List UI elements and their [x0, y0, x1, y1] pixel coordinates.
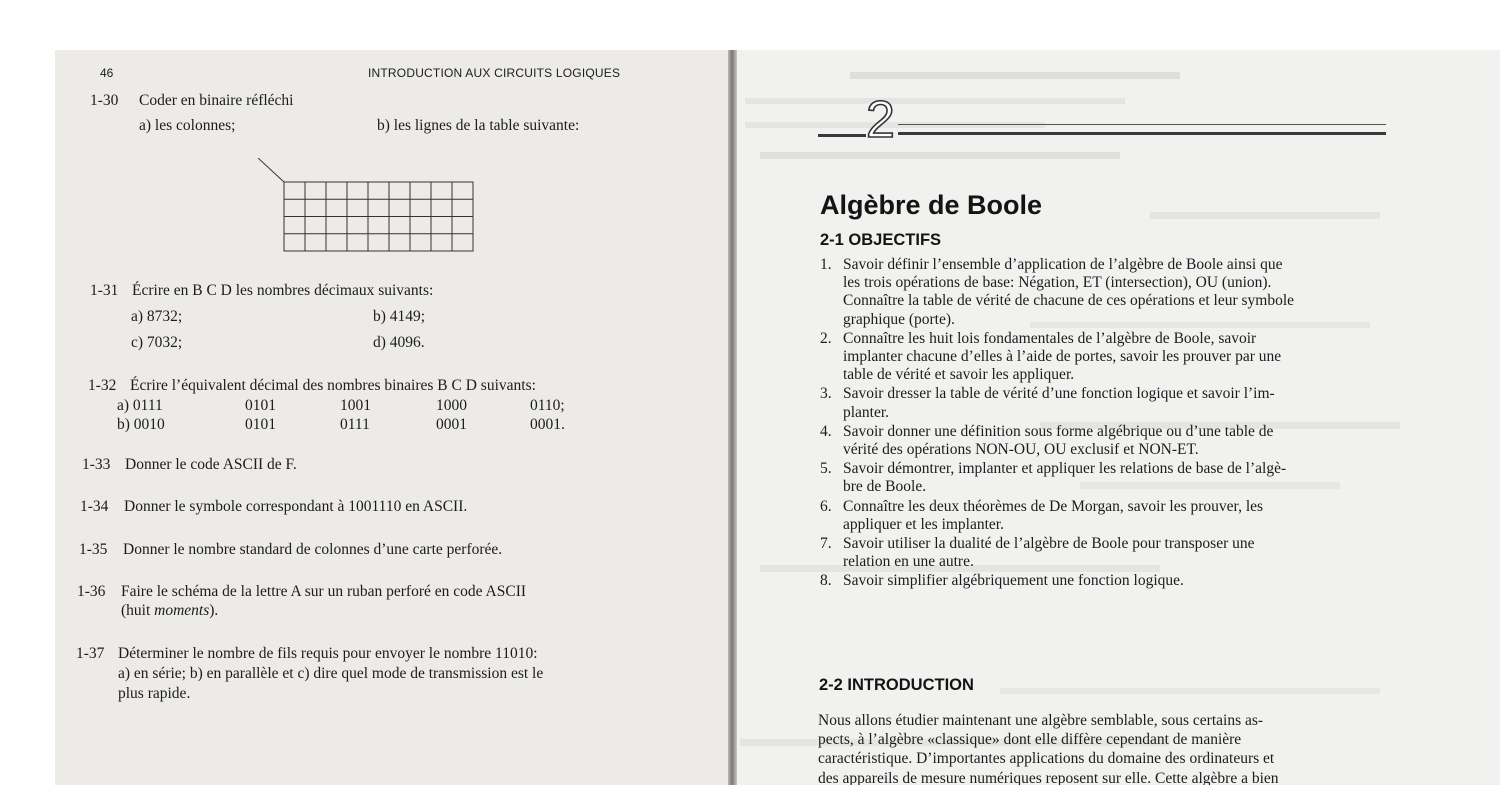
- exercise-number: 1-37: [76, 645, 105, 662]
- objective-line: planter.: [843, 403, 890, 421]
- paragraph-line: caractéristique. D’importantes applications du domaine des ordinateurs et: [818, 750, 1275, 768]
- objective-number: 3.: [820, 385, 832, 403]
- objective-number: 7.: [820, 535, 832, 553]
- exercise-number: 1-30: [90, 92, 119, 109]
- exercise-text: Donner le code ASCII de F.: [125, 456, 297, 473]
- objective-line: table de vérité et savoir les appliquer.: [843, 366, 1075, 384]
- running-head: INTRODUCTION AUX CIRCUITS LOGIQUES: [368, 66, 621, 80]
- bcd-value: 0101: [245, 416, 276, 433]
- objective-number: 8.: [820, 572, 832, 590]
- objective-line: Savoir utiliser la dualité de l’algèbre de Boole pour transposer une: [843, 535, 1255, 553]
- objective-line: appliquer et les implanter.: [843, 515, 1004, 533]
- bcd-value: 0001: [436, 416, 467, 433]
- objective-item: [820, 535, 1400, 571]
- objective-line: Savoir démontrer, implanter et appliquer les relations de base de l’algè-: [843, 460, 1287, 478]
- exercise-text-line3: plus rapide.: [118, 685, 191, 702]
- objective-line: graphique (porte).: [843, 310, 955, 328]
- objective-line: les trois opérations de base: Négation, ET (intersection), OU (union).: [843, 274, 1272, 292]
- exercise-text: Écrire en B C D les nombres décimaux suivants:: [132, 282, 434, 299]
- objective-line: implanter chacune d’elles à l’aide de portes, savoir les prouver par une: [843, 348, 1282, 366]
- bcd-value: 1000: [436, 397, 467, 414]
- italic-term: moments: [154, 602, 210, 619]
- exercise-text: Donner le symbole correspondant à 1001110 en ASCII.: [124, 498, 468, 515]
- exercise-number: 1-35: [79, 541, 108, 558]
- exercise-number: 1-34: [80, 498, 109, 515]
- book-spine: [728, 50, 737, 785]
- chapter-rule-right: [898, 132, 1386, 135]
- objective-line: vérité des opérations NON-OU, OU exclusif et NON-ET.: [843, 441, 1199, 459]
- exercise-text-line2: a) en série; b) en parallèle et c) dire quel mode de transmission est le: [118, 665, 544, 682]
- objective-line: Savoir dresser la table de vérité d’une fonction logique et savoir l’im-: [843, 385, 1275, 403]
- objective-line: Savoir définir l’ensemble d’application de l’algèbre de Boole ainsi que: [843, 256, 1283, 273]
- objective-item: [820, 330, 1400, 385]
- bcd-value: 0101: [245, 397, 276, 414]
- exercise-text: Écrire l’équivalent décimal des nombres binaires B C D suivants:: [130, 377, 536, 394]
- section-heading-introduction: 2-2 INTRODUCTION: [819, 676, 974, 694]
- exercise-text-line2: [121, 602, 218, 620]
- objective-line: Connaître les huit lois fondamentales de l’algèbre de Boole, savoir: [843, 329, 1257, 347]
- text-fragment: ).: [209, 602, 219, 619]
- section-heading-objectifs: 2-1 OBJECTIFS: [820, 231, 942, 249]
- bcd-value: 0110;: [530, 397, 565, 414]
- objective-number: 6.: [820, 497, 832, 515]
- objective-item: [820, 423, 1400, 459]
- exercise-item-b: b) les lignes de la table suivante:: [377, 117, 580, 134]
- exercise-number: 1-36: [77, 583, 106, 600]
- page-number: 46: [100, 66, 114, 80]
- objective-number: 5.: [820, 460, 832, 478]
- bcd-value: 1001: [340, 397, 371, 414]
- exercise-item-b: b) 4149;: [373, 308, 426, 325]
- objective-line: Savoir donner une définition sous forme algébrique ou d’une table de: [843, 422, 1274, 440]
- bcd-value: a) 0111: [117, 397, 163, 414]
- grid-table-figure: [258, 158, 478, 253]
- paragraph-line: Nous allons étudier maintenant une algèbre semblable, sous certains as-: [818, 712, 1264, 729]
- objective-line: Connaître les deux théorèmes de De Morgan, savoir les prouver, les: [843, 497, 1264, 515]
- objective-item: [820, 572, 1400, 590]
- exercise-item-a: a) les colonnes;: [139, 117, 236, 134]
- objective-item: [820, 385, 1400, 421]
- exercise-number: 1-31: [90, 282, 119, 299]
- objective-line: bre de Boole.: [843, 478, 927, 496]
- objective-line: Savoir simplifier algébriquement une fonction logique.: [843, 572, 1184, 590]
- exercise-item-a: a) 8732;: [131, 308, 183, 325]
- exercise-number: 1-32: [88, 377, 117, 394]
- objective-number: 1.: [820, 256, 832, 273]
- chapter-rule-thin: [898, 124, 1386, 125]
- exercise-item-c: c) 7032;: [131, 334, 183, 351]
- bcd-value: 0111: [340, 416, 370, 433]
- objective-line: relation en une autre.: [843, 553, 974, 571]
- bcd-value: 0001.: [530, 416, 565, 433]
- exercise-text: Déterminer le nombre de fils requis pour envoyer le nombre 11010:: [118, 645, 538, 662]
- bcd-value: b) 0010: [117, 416, 165, 433]
- chapter-rule-left: [818, 134, 866, 137]
- exercise-number: 1-33: [82, 456, 111, 473]
- objective-item: [820, 498, 1400, 534]
- exercise-text: Coder en binaire réfléchi: [139, 92, 294, 109]
- objective-item: [820, 256, 1400, 329]
- exercise-text: Donner le nombre standard de colonnes d’une carte perforée.: [123, 541, 503, 558]
- paragraph-line: pects, à l’algèbre «classique» dont elle diffère cependant de manière: [818, 731, 1242, 749]
- objective-item: [820, 460, 1400, 496]
- text-fragment: (huit: [121, 602, 155, 619]
- exercise-text: Faire le schéma de la lettre A sur un ruban perforé en code ASCII: [121, 583, 527, 600]
- paragraph-line: des appareils de mesure numériques reposent sur elle. Cette algèbre a bien: [818, 769, 1279, 785]
- objectives-list: [820, 256, 1400, 592]
- chapter-number: 2: [866, 91, 895, 149]
- objective-line: Connaître la table de vérité de chacune de ces opérations et leur symbole: [843, 292, 1295, 310]
- chapter-title: Algèbre de Boole: [820, 190, 1043, 220]
- exercise-item-d: d) 4096.: [373, 334, 425, 351]
- objective-number: 2.: [820, 329, 832, 347]
- objective-number: 4.: [820, 422, 832, 440]
- introduction-paragraph: [818, 711, 1402, 785]
